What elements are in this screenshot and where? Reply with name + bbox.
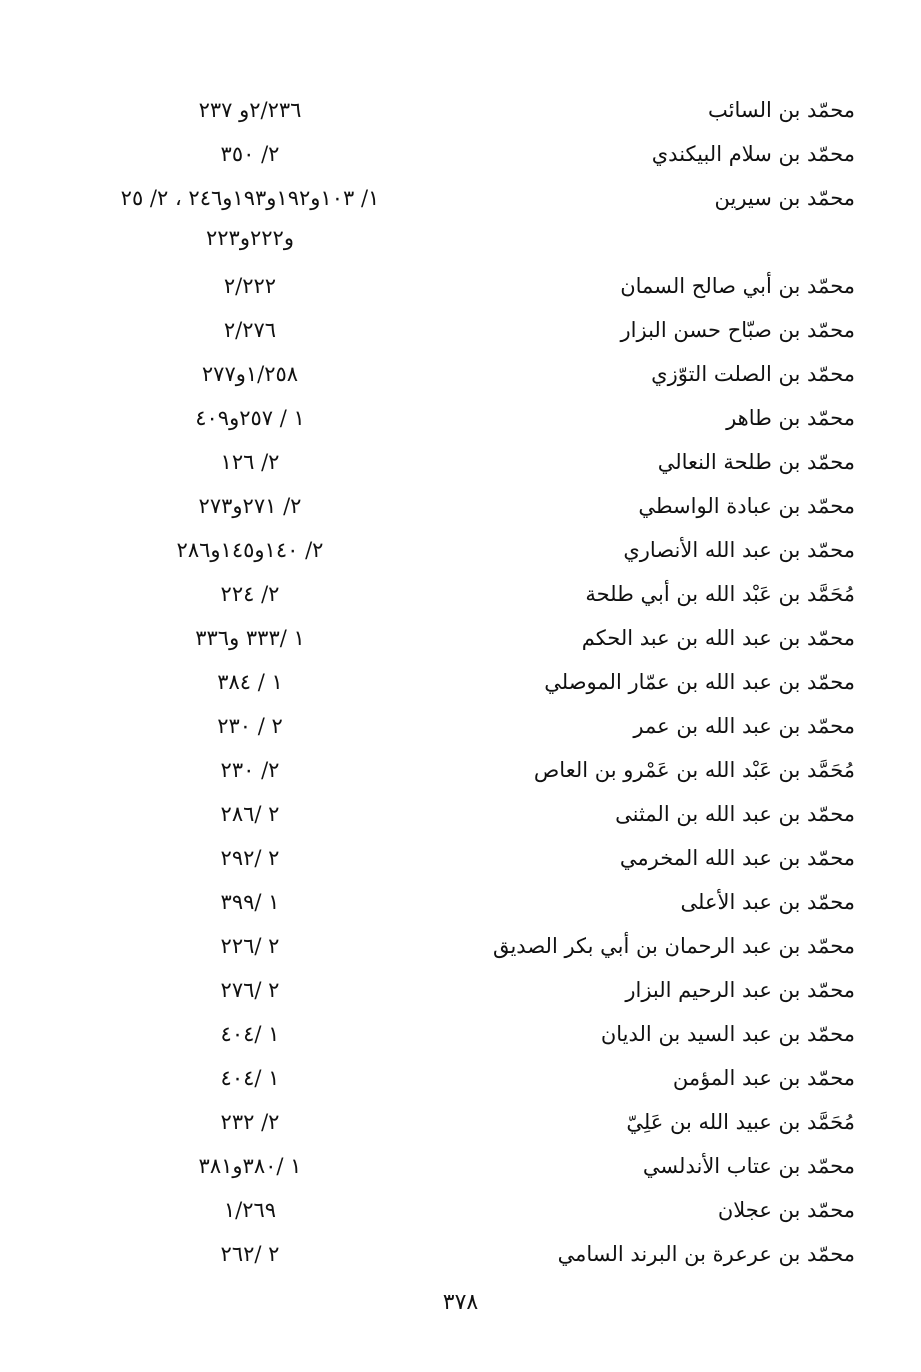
- index-entry: [0, 1236, 921, 1280]
- entry-reference: ١ /٣٨٠و٣٨١: [198, 1154, 302, 1178]
- entry-reference: ٢/ ٣٥٠: [220, 142, 280, 166]
- entry-name: محمّد بن سيرين: [714, 186, 855, 210]
- entry-name: محمّد بن عبد الله بن عمر: [633, 714, 855, 738]
- entry-reference: ٢ /٢٦٢: [220, 1242, 280, 1266]
- entry-name: محمّد بن الصلت التوّزي: [651, 362, 855, 386]
- entry-reference: و٢٢٢و٢٢٣: [206, 226, 294, 250]
- entry-reference: ٢/ ١٤٠و١٤٥و٢٨٦: [176, 538, 324, 562]
- index-entry: [0, 972, 921, 1016]
- entry-reference: ٢/ ٢٧١و٢٧٣: [198, 494, 302, 518]
- index-entry: [0, 1148, 921, 1192]
- index-entry: [0, 224, 921, 268]
- entry-name: محمّد بن عجلان: [717, 1198, 855, 1222]
- index-entry: [0, 1016, 921, 1060]
- entry-reference: ٢/ ٢٣٢: [220, 1110, 280, 1134]
- entry-reference: ١ /٣٩٩: [220, 890, 280, 914]
- entry-name: محمّد بن عبد الرحيم البزار: [625, 978, 855, 1002]
- index-entry: [0, 708, 921, 752]
- index-entry: [0, 136, 921, 180]
- entry-reference: ٢ / ٢٣٠: [217, 714, 283, 738]
- entry-name: محمّد بن طاهر: [726, 406, 855, 430]
- entry-name: محمّد بن سلام البيكندي: [651, 142, 855, 166]
- entry-reference: ٢/٢٣٦و ٢٣٧: [198, 98, 302, 122]
- entry-reference: ٢/ ٢٢٤: [220, 582, 280, 606]
- entry-name: محمّد بن عبد الله بن المثنى: [615, 802, 855, 826]
- index-entry: [0, 664, 921, 708]
- entry-name: محمّد بن عرعرة بن البرند السامي: [557, 1242, 855, 1266]
- index-entry: [0, 356, 921, 400]
- entry-reference: ١/٢٦٩: [223, 1198, 277, 1222]
- entry-reference: ١/ ١٠٣و١٩٢و١٩٣و٢٤٦ ، ٢/ ٢٥: [120, 186, 380, 210]
- index-entry: [0, 1192, 921, 1236]
- entry-reference: ٢ /٢٢٦: [220, 934, 280, 958]
- entry-reference: ٢ /٢٧٦: [220, 978, 280, 1002]
- entry-name: مُحَمَّد بن عَبْد الله بن أبي طلحة: [585, 582, 855, 606]
- entry-reference: ١ / ٣٨٤: [217, 670, 283, 694]
- page-number: ٣٧٨: [442, 1290, 479, 1315]
- index-entry: [0, 400, 921, 444]
- index-entry: [0, 576, 921, 620]
- entry-reference: ٢/ ١٢٦: [220, 450, 280, 474]
- index-entry: [0, 312, 921, 356]
- entry-name: محمّد بن عبد الله بن عمّار الموصلي: [544, 670, 855, 694]
- entry-name: محمّد بن عبد المؤمن: [672, 1066, 855, 1090]
- entry-name: محمّد بن عتاب الأندلسي: [642, 1154, 855, 1178]
- entry-name: محمّد بن عبد السيد بن الديان: [600, 1022, 855, 1046]
- index-entry: [0, 180, 921, 224]
- index-entry: [0, 1060, 921, 1104]
- index-entry: [0, 620, 921, 664]
- index-entry: [0, 1104, 921, 1148]
- entry-reference: ١ /٣٣٣ و٣٣٦: [195, 626, 305, 650]
- index-entry: [0, 92, 921, 136]
- index-entry: [0, 444, 921, 488]
- entry-name: محمّد بن صبّاح حسن البزار: [620, 318, 855, 342]
- entry-name: محمّد بن أبي صالح السمان: [620, 274, 855, 298]
- entry-reference: ٢/٢٧٦: [223, 318, 277, 342]
- index-entry: [0, 840, 921, 884]
- entry-reference: ١ /٤٠٤: [220, 1022, 280, 1046]
- entry-name: محمّد بن طلحة النعالي: [657, 450, 855, 474]
- index-entry: [0, 752, 921, 796]
- index-entry: [0, 532, 921, 576]
- index-entry: [0, 928, 921, 972]
- entry-name: محمّد بن عبد الله الأنصاري: [623, 538, 855, 562]
- index-entry: [0, 268, 921, 312]
- entry-name: محمّد بن عبد الله المخرمي: [619, 846, 855, 870]
- entry-reference: ١ /٤٠٤: [220, 1066, 280, 1090]
- entry-reference: ٢/٢٢٢: [223, 274, 277, 298]
- index-entry: [0, 796, 921, 840]
- index-entry: [0, 488, 921, 532]
- index-entry: [0, 884, 921, 928]
- entry-name: محمّد بن السائب: [708, 98, 855, 122]
- entry-name: مُحَمَّد بن عبيد الله بن عَلِيّ: [626, 1110, 855, 1134]
- entry-name: مُحَمَّد بن عَبْد الله بن عَمْرو بن العاص: [533, 758, 855, 782]
- index-entries: [0, 92, 921, 1280]
- entry-name: محمّد بن عبادة الواسطي: [638, 494, 855, 518]
- entry-reference: ٢ /٢٨٦: [220, 802, 280, 826]
- entry-reference: ١/٢٥٨و٢٧٧: [201, 362, 299, 386]
- entry-name: محمّد بن عبد الرحمان بن أبي بكر الصديق: [492, 934, 855, 958]
- entry-name: محمّد بن عبد الله بن عبد الحكم: [581, 626, 855, 650]
- entry-name: محمّد بن عبد الأعلى: [680, 890, 855, 914]
- entry-reference: ٢/ ٢٣٠: [220, 758, 280, 782]
- entry-reference: ٢ /٢٩٢: [220, 846, 280, 870]
- entry-reference: ١ / ٢٥٧و٤٠٩: [195, 406, 305, 430]
